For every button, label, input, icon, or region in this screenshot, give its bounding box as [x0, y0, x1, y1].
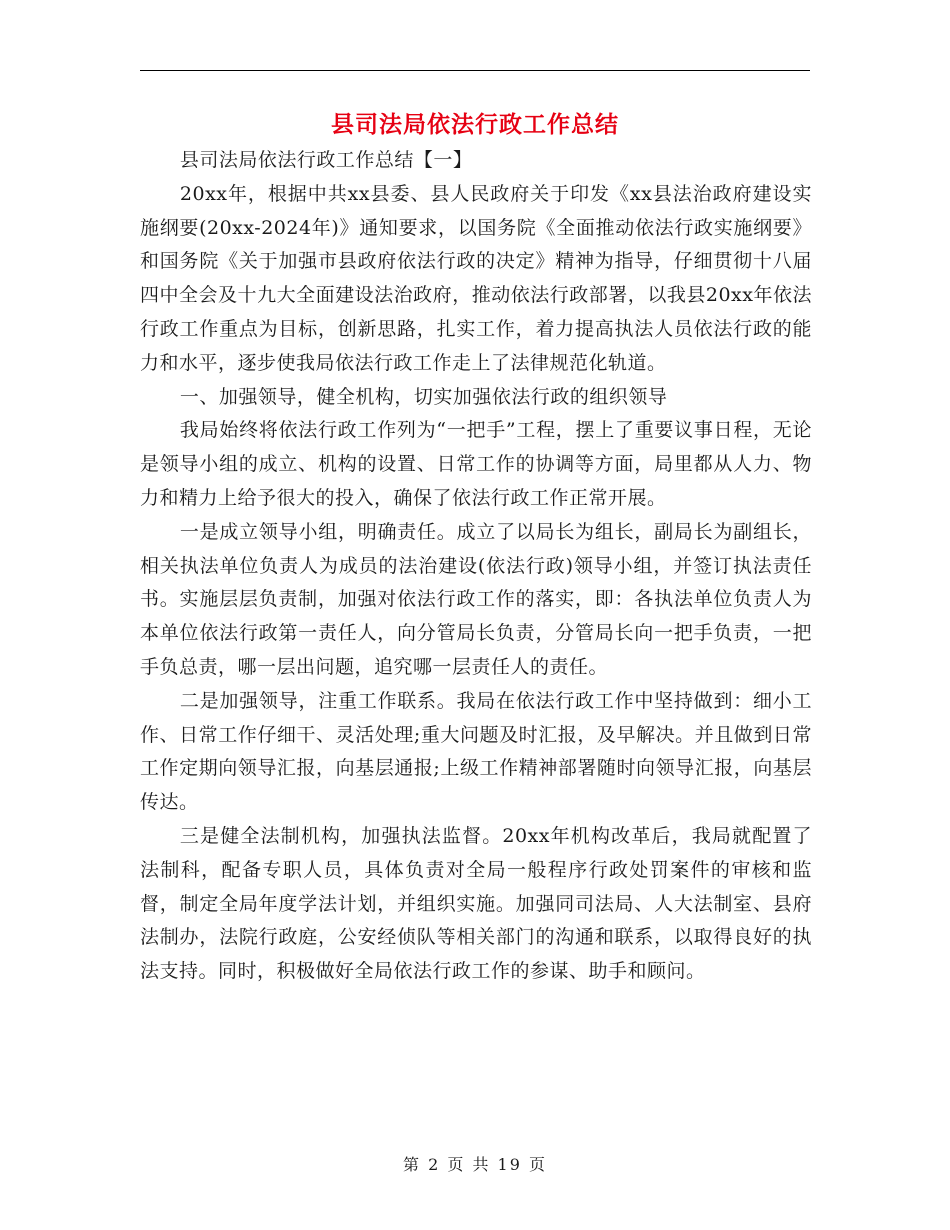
paragraph: 一是成立领导小组，明确责任。成立了以局长为组长，副局长为副组长，相关执法单位负责人为成员的法治建设(依法行政)领导小组，并签订执法责任书。实施层层负责制，加强对依法行政工作的落实，即：各执法单位负责人为本单位依法行政第一责任人，向分管局长负责，分管局长向一把手负责，一把手负总责，哪一层出问题，追究哪一层责任人的责任。	[140, 520, 812, 678]
paragraph: 我局始终将依法行政工作列为“一把手”工程，摆上了重要议事日程，无论是领导小组的成立、机构的设置、日常工作的协调等方面，局里都从人力、物力和精力上给予很大的投入，确保了依法行政工作正常开展。	[140, 419, 812, 509]
paragraph: 20xx年，根据中共xx县委、县人民政府关于印发《xx县法治政府建设实施纲要(20xx-2024年)》通知要求，以国务院《全面推动依法行政实施纲要》和国务院《关于加强市县政府依法行政的决定》精神为指导，仔细贯彻十八届四中全会及十九大全面建设法治政府，推动依法行政部署，以我县20xx年依法行政工作重点为目标，创新思路，扎实工作，着力提高执法人员依法行政的能力和水平，逐步使我局依法行政工作走上了法律规范化轨道。	[140, 182, 812, 374]
header-rule	[140, 70, 810, 71]
document-body	[140, 144, 812, 989]
paragraph: 三是健全法制机构，加强执法监督。20xx年机构改革后，我局就配置了法制科，配备专职人员，具体负责对全局一般程序行政处罚案件的审核和监督，制定全局年度学法计划，并组织实施。加强同司法局、人大法制室、县府法制办，法院行政庭，公安经侦队等相关部门的沟通和联系，以取得良好的执法支持。同时，积极做好全局依法行政工作的参谋、助手和顾问。	[140, 824, 812, 983]
section-heading: 县司法局依法行政工作总结【一】	[179, 149, 473, 171]
paragraph: 二是加强领导，注重工作联系。我局在依法行政工作中坚持做到：细小工作、日常工作仔细干、灵活处理;重大问题及时汇报，及早解决。并且做到日常工作定期向领导汇报，向基层通报;上级工作精神部署随时向领导汇报，向基层传达。	[140, 689, 812, 814]
section-subheading: 一、加强领导，健全机构，切实加强依法行政的组织领导	[179, 385, 668, 408]
page-number: 第 2 页 共 19 页	[403, 1155, 547, 1174]
document-title: 县司法局依法行政工作总结	[331, 111, 619, 138]
